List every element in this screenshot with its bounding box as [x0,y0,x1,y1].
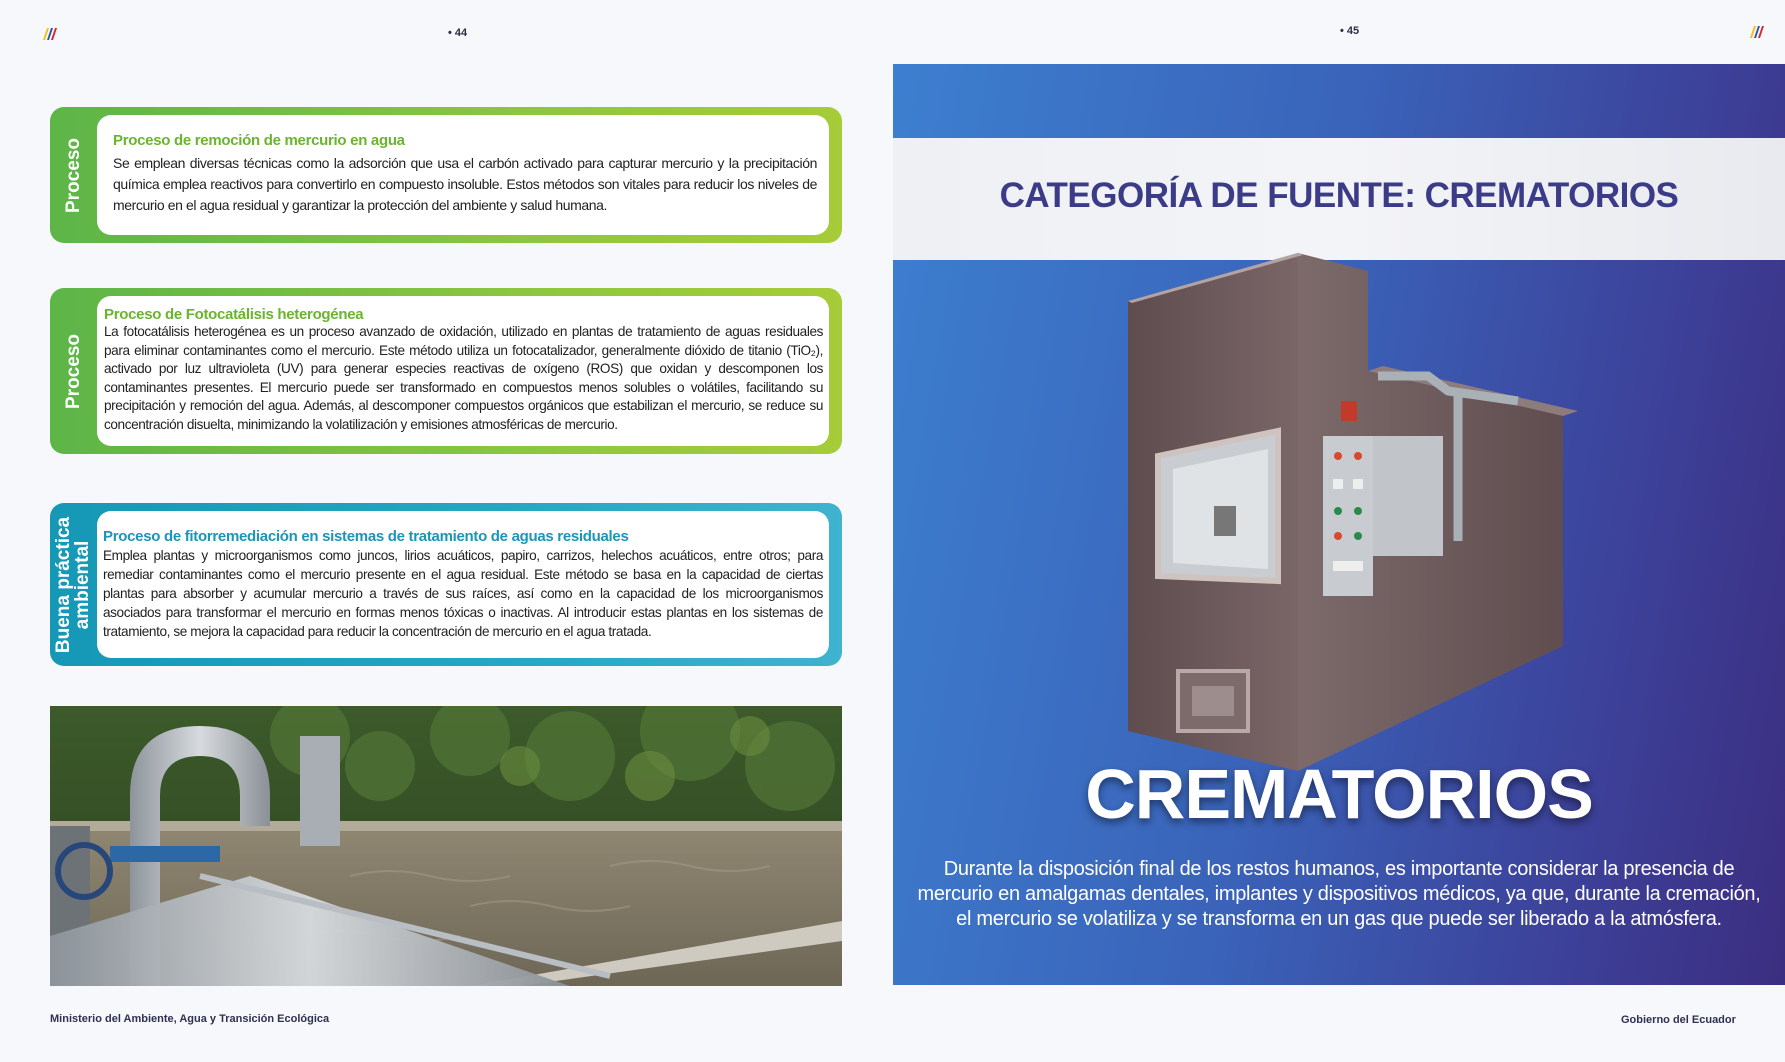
footer-government: Gobierno del Ecuador [1621,1014,1736,1026]
good-practice-card-phytoremediation [50,503,842,666]
card-content [97,511,829,658]
process-card-mercury-removal [50,107,842,243]
right-page-number: • 45 [1340,25,1360,37]
card-side-label: Proceso [63,333,85,409]
crematorios-description: Durante la disposición final de los restos humanos, es importante considerar la presencia de mercurio en amalgamas dentales, implantes y dispositivos médicos, ya que, durante la cremación, el mercurio se volatiliza y se transforma en un gas que puede ser liberado a la atmósfera. [917,858,1761,930]
footer-ministry: Ministerio del Ambiente, Agua y Transición Ecológica [50,1013,330,1025]
card-text: La fotocatálisis heterogénea es un proceso avanzado de oxidación, utilizado en plantas de tratamiento de aguas residuales para eliminar contaminantes como el mercurio. Este método utiliza un fotocatalizador, generalmente dióxido de titanio (TiO₂), activado por luz ultravioleta (UV) para generar especies reactivas de oxígeno (ROS) que oxidan y descomponen los contaminantes presentes. El mercurio puede ser transformado en compuestos menos solubles o volátiles, facilitando su precipitación y remoción del agua. Además, al descomponer compuestos orgánicos que estabilizan el mercurio, se reduce su concentración disuelta, minimizando la volatilización y emisiones atmosféricas de mercurio. [104,324,823,432]
category-title: CATEGORÍA DE FUENTE: CREMATORIOS [999,176,1679,215]
card-title: Proceso de Fotocatálisis heterogénea [104,306,364,323]
crematorium-panel [893,64,1785,985]
ecuador-flag-icon [1747,26,1765,38]
crematorios-heading: CREMATORIOS [1085,755,1593,833]
category-band [893,138,1785,260]
ecuador-flag-icon [40,28,58,40]
left-page-number: • 44 [448,27,468,39]
card-side-label: Buena práctica ambiental [53,516,94,653]
process-card-photocatalysis [50,288,842,454]
water-treatment-plant-photo [50,706,842,986]
crematorium-machine-image [1118,251,1628,771]
card-title: Proceso de remoción de mercurio en agua [113,132,405,149]
card-text: Emplea plantas y microorganismos como juncos, lirios acuáticos, papiro, carrizos, helechos acuáticos, entre otros; para remediar contaminantes como el mercurio presente en el agua residual. Este método se basa en la capacidad de ciertas plantas para absorber y acumular mercurio a través de sus raíces, así como en la capacidad de los microorganismos asociados para transformar el mercurio en formas menos tóxicas o inactivas. Al introducir estas plantas en los sistemas de tratamiento, se mejora la capacidad para reducir la concentración de mercurio en el agua tratada. [103,548,823,639]
card-title: Proceso de fitorremediación en sistemas de tratamiento de aguas residuales [103,528,629,545]
card-text: Se emplean diversas técnicas como la adsorción que usa el carbón activado para capturar mercurio y la precipitación química emplea reactivos para convertirlo en compuesto insoluble. Estos métodos son vitales para reducir los niveles de mercurio en el agua residual y garantizar la protección del ambiente y salud humana. [113,155,817,213]
card-content [97,296,829,446]
card-content [97,115,829,235]
card-side-label: Proceso [63,137,85,213]
